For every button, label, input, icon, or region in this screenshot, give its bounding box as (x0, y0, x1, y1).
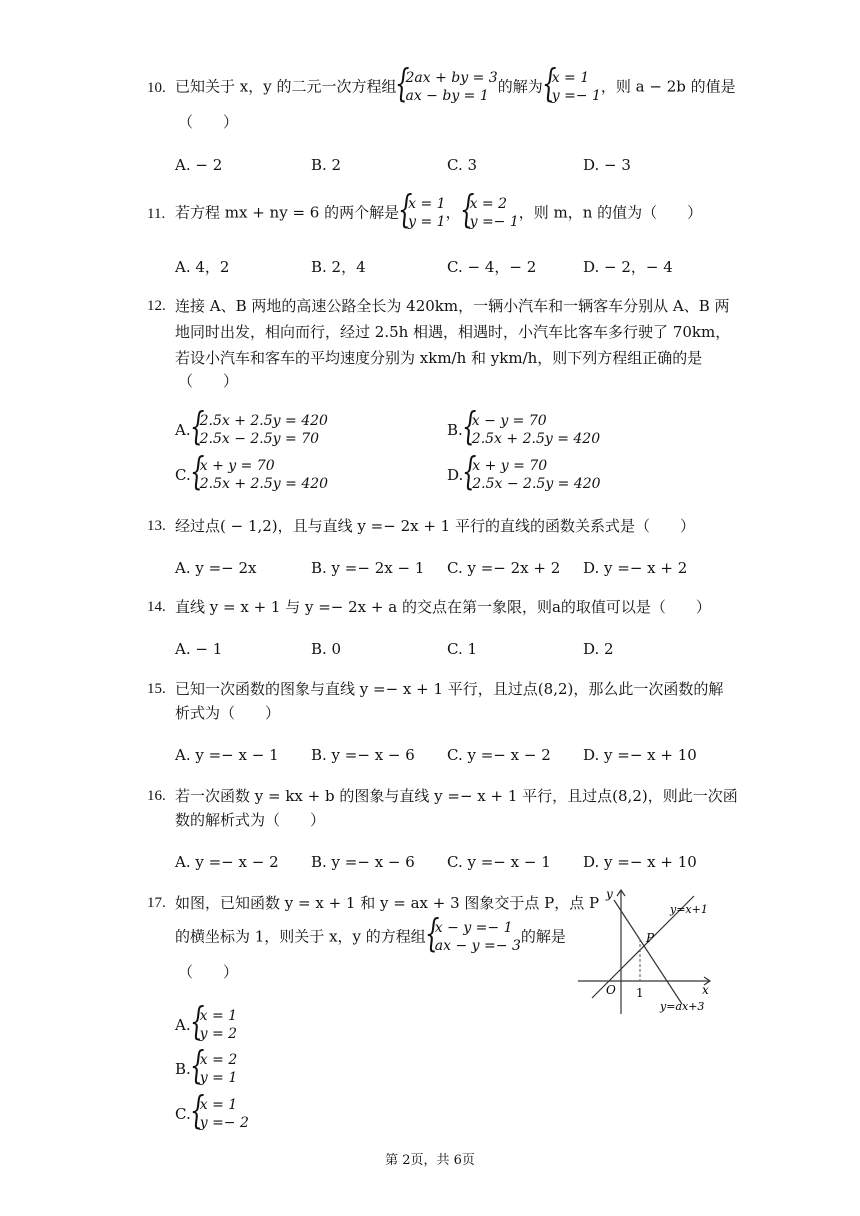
q11-option-b[interactable]: B. 2，4 (311, 258, 366, 276)
q16-line-2: 数的解析式为（ ） (175, 811, 326, 829)
q10-option-d[interactable]: D. − 3 (583, 156, 631, 174)
q12-option-d-label: D. (447, 466, 464, 484)
q17-option-c-system (191, 1096, 249, 1132)
q10-option-a[interactable]: A. − 2 (175, 156, 223, 174)
q12-option-c-system (191, 457, 328, 493)
q12-line-3: 若设小汽车和客车的平均速度分别为 xkm/h 和 ykm/h，则下列方程组正确的是 (175, 349, 703, 367)
q14-option-d[interactable]: D. 2 (583, 640, 614, 658)
q15-line-2: 析式为（ ） (175, 704, 281, 722)
q11-option-c[interactable]: C. − 4，− 2 (447, 258, 537, 276)
q12-option-d-system (463, 457, 600, 493)
q12-option-a-label: A. (175, 421, 191, 439)
q16-option-b[interactable]: B. y =− x − 6 (311, 853, 415, 871)
q16-line-1: 若一次函数 y = kx + b 的图象与直线 y =− x + 1 平行，且过点(8,2)，则此一次函 (175, 787, 738, 805)
q11-comma: ， (445, 203, 461, 222)
q17-option-c-label: C. (175, 1105, 191, 1123)
q17-option-c[interactable] (175, 1096, 249, 1132)
q17-eq1: { x − y =− 1 (434, 920, 513, 936)
q11-s1-line1: { x = 1 (408, 196, 446, 212)
point-p-label: P (646, 931, 655, 945)
q15-option-c[interactable]: C. y =− x − 2 (447, 746, 551, 764)
q13-stem: 经过点( − 1,2)，且与直线 y =− 2x + 1 平行的直线的函数关系式是（ ） (175, 517, 696, 535)
q12-option-c-label: C. (175, 466, 191, 484)
q16-option-c[interactable]: C. y =− x − 1 (447, 853, 551, 871)
q10-text-mid: 的解为 (497, 77, 543, 96)
q12-d-eq1: { x + y = 70 (472, 458, 548, 474)
q10-option-b[interactable]: B. 2 (311, 156, 342, 174)
q10-solution (543, 69, 601, 105)
q14-option-a[interactable]: A. − 1 (175, 640, 223, 658)
q17-a-line2: y = 2 (199, 1026, 238, 1042)
q12-option-b-system (463, 412, 600, 448)
tick-label-1: 1 (636, 986, 644, 1000)
q17-line-1: 如图，已知函数 y = x + 1 和 y = ax + 3 图象交于点 P，点 P (175, 894, 600, 912)
q10-paren: （ ） (178, 113, 239, 131)
q14-stem: 直线 y = x + 1 与 y =− 2x + a 的交点在第一象限，则a的取值可以是（ ） (175, 598, 711, 616)
q12-option-a-system (191, 412, 328, 448)
x-axis-label: x (702, 983, 709, 997)
q10-sol2: y =− 1 (551, 88, 601, 104)
q10-eq1: { 2ax + by = 3 (405, 70, 498, 86)
q17-a-line1: { x = 1 (199, 1008, 238, 1024)
q12-option-c[interactable] (175, 457, 328, 493)
q17-option-a-system (191, 1007, 237, 1043)
q13-option-a[interactable]: A. y =− 2x (175, 559, 257, 577)
q13-option-c[interactable]: C. y =− 2x + 2 (447, 559, 561, 577)
q15-number: 15. (147, 681, 166, 697)
q17-number: 17. (147, 895, 166, 911)
q10-text-post: ，则 a − 2b 的值是 (600, 77, 736, 96)
page-footer: 第 2页，共 6页 (385, 1153, 475, 1168)
q11-number: 11. (147, 206, 166, 222)
q17-figure (578, 886, 718, 1018)
q17-option-a-label: A. (175, 1016, 191, 1034)
q12-a-eq1: { 2.5x + 2.5y = 420 (199, 413, 328, 429)
q12-line-1: 连接 A、B 两地的高速公路全长为 420km，一辆小汽车和一辆客车分别从 A、B 两 (175, 297, 730, 315)
q11-s2-line1: { x = 2 (469, 196, 508, 212)
q10-option-c[interactable]: C. 3 (447, 156, 478, 174)
q10-number: 10. (147, 80, 166, 96)
q16-number: 16. (147, 788, 166, 804)
q15-line-1: 已知一次函数的图象与直线 y =− x + 1 平行，且过点(8,2)，那么此一次函数的解 (175, 680, 724, 698)
q11-s2-line2: y =− 1 (469, 214, 519, 230)
q11-text-pre: 若方程 mx + ny = 6 的两个解是 (175, 203, 400, 222)
q12-option-a[interactable] (175, 412, 328, 448)
q12-b-eq2: 2.5x + 2.5y = 420 (471, 431, 601, 447)
q10-stem (175, 69, 736, 105)
q15-option-a[interactable]: A. y =− x − 1 (175, 746, 279, 764)
q11-solution-1 (399, 195, 445, 231)
q17-line-2 (175, 919, 566, 955)
q17-c-line2: y =− 2 (199, 1115, 249, 1131)
q17-b-line2: y = 1 (199, 1070, 238, 1086)
q16-option-a[interactable]: A. y =− x − 2 (175, 853, 279, 871)
q11-option-a[interactable]: A. 4，2 (175, 258, 230, 276)
q12-line-2: 地同时出发，相向而行，经过 2.5h 相遇，相遇时，小汽车比客车多行驶了 70km， (175, 323, 731, 341)
q17-eq2: ax − y =− 3 (434, 938, 521, 954)
q17-b-line1: { x = 2 (199, 1052, 238, 1068)
q10-eq2: ax − by = 1 (405, 88, 489, 104)
q17-system (426, 919, 521, 955)
q12-option-b-label: B. (447, 421, 463, 439)
q17-option-a[interactable] (175, 1007, 237, 1043)
q13-option-d[interactable]: D. y =− x + 2 (583, 559, 688, 577)
q12-c-eq1: { x + y = 70 (199, 458, 275, 474)
y-axis-label: y (606, 887, 613, 901)
q11-s1-line2: y = 1 (408, 214, 446, 230)
q12-b-eq1: { x − y = 70 (471, 413, 547, 429)
q10-sol1: { x = 1 (551, 70, 590, 86)
line2-label: y=ax+3 (660, 1000, 705, 1013)
q11-option-d[interactable]: D. − 2，− 4 (583, 258, 673, 276)
line1-label: y=x+1 (670, 903, 708, 916)
q12-d-eq2: 2.5x − 2.5y = 420 (472, 476, 601, 492)
q13-number: 13. (147, 518, 166, 534)
q17-option-b[interactable] (175, 1051, 237, 1087)
q13-option-b[interactable]: B. y =− 2x − 1 (311, 559, 425, 577)
q11-solution-2 (461, 195, 519, 231)
q10-system (396, 69, 497, 105)
q17-paren: （ ） (178, 963, 239, 981)
q10-text-pre: 已知关于 x，y 的二元一次方程组 (175, 77, 397, 96)
q15-option-d[interactable]: D. y =− x + 10 (583, 746, 697, 764)
q14-option-c[interactable]: C. 1 (447, 640, 478, 658)
q17-line-2-post: 的解是 (520, 927, 566, 946)
q14-option-b[interactable]: B. 0 (311, 640, 342, 658)
q11-text-post: ，则 m，n 的值为（ ） (518, 203, 703, 222)
origin-label: O (606, 983, 616, 997)
q11-stem (175, 195, 702, 231)
q17-option-b-system (191, 1051, 237, 1087)
q12-option-d[interactable] (447, 457, 601, 493)
q12-a-eq2: 2.5x − 2.5y = 70 (199, 431, 320, 447)
q17-c-line1: { x = 1 (199, 1097, 238, 1113)
q16-option-d[interactable]: D. y =− x + 10 (583, 853, 697, 871)
q17-option-b-label: B. (175, 1060, 191, 1078)
q12-number: 12. (147, 298, 166, 314)
q12-option-b[interactable] (447, 412, 600, 448)
q14-number: 14. (147, 599, 166, 615)
q17-line-2-pre: 的横坐标为 1，则关于 x，y 的方程组 (175, 927, 426, 946)
q12-paren: （ ） (178, 372, 239, 390)
q15-option-b[interactable]: B. y =− x − 6 (311, 746, 415, 764)
q12-c-eq2: 2.5x + 2.5y = 420 (199, 476, 329, 492)
